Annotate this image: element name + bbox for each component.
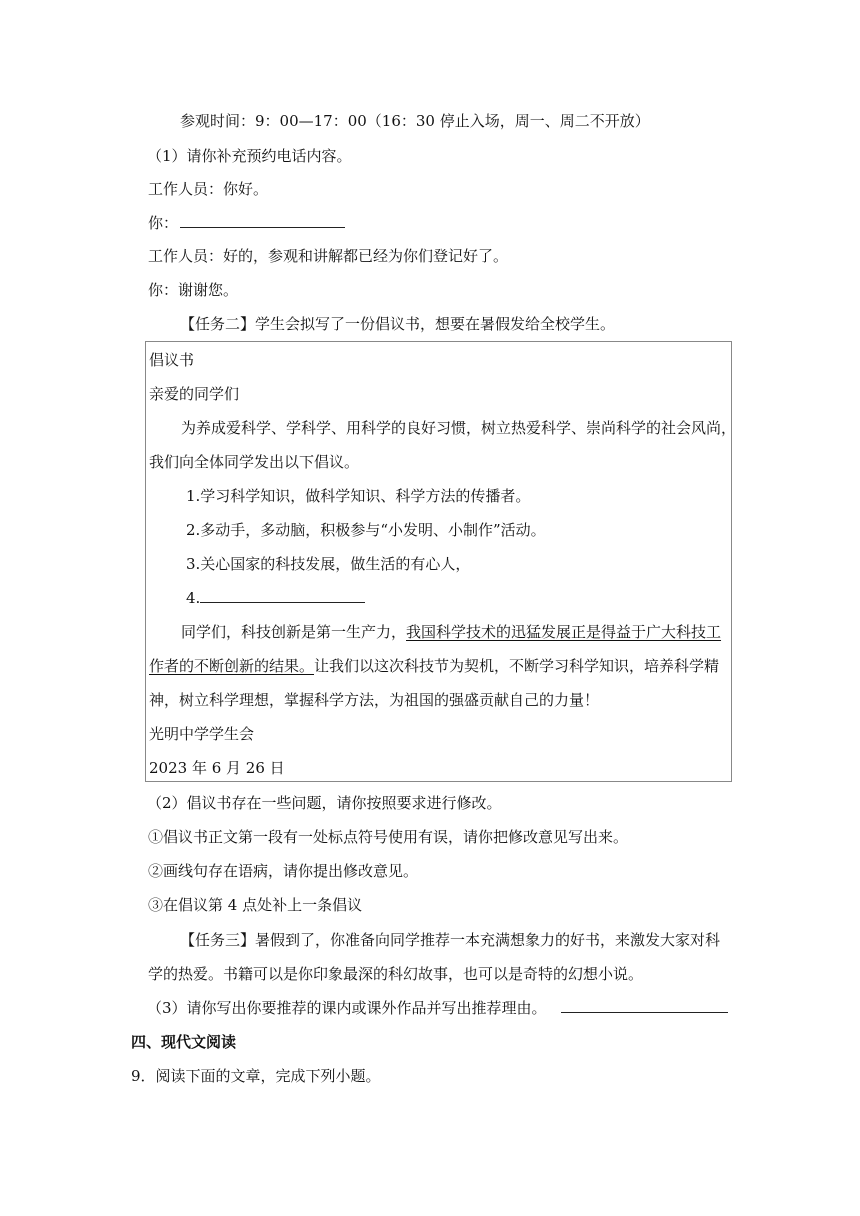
dialogue-staff-greeting: 工作人员：你好。	[148, 180, 269, 198]
answer-blank-3[interactable]	[561, 998, 728, 1013]
answer-blank-item-4[interactable]	[200, 588, 365, 603]
proposal-salutation: 亲爱的同学们	[149, 385, 240, 403]
question-2-prompt: （2）倡议书存在一些问题，请你按照要求进行修改。	[147, 794, 502, 812]
question-3-prompt: （3）请你写出你要推荐的课内或课外作品并写出推荐理由。	[147, 999, 547, 1017]
dialogue-staff-reply: 工作人员：好的，参观和讲解都已经为你们登记好了。	[148, 247, 509, 265]
proposal-title: 倡议书	[149, 351, 195, 369]
proposal-date: 2023 年 6 月 26 日	[149, 759, 285, 777]
question-2-sub-2: ②画线句存在语病，请你提出修改意见。	[148, 862, 419, 880]
section-4-heading: 四、现代文阅读	[131, 1033, 237, 1051]
dialogue-you-thanks: 你：谢谢您。	[148, 281, 239, 299]
closing-text-continue: 让我们以这次科技节为契机，不断学习科学知识，培养科学精	[314, 657, 720, 675]
task-3-line-1: 【任务三】暑假到了，你准备向同学推荐一本充满想象力的好书，来激发大家对科	[180, 931, 721, 949]
question-2-sub-1: ①倡议书正文第一段有一处标点符号使用有误，请你把修改意见写出来。	[148, 828, 629, 846]
proposal-item-2: 2.多动手，多动脑，积极参与“小发明、小制作”活动。	[186, 521, 546, 539]
dialogue-you-line	[148, 213, 345, 233]
visit-time-text: 参观时间：9：00—17：00（16：30 停止入场，周一、周二不开放）	[180, 112, 650, 130]
question-3-line	[147, 998, 728, 1018]
proposal-signature: 光明中学学生会	[149, 725, 255, 743]
proposal-intro-line-1: 为养成爱科学、学科学、用科学的良好习惯，树立热爱科学、崇尚科学的社会风尚，	[181, 419, 737, 437]
underlined-sentence-part-2: 作者的不断创新的结果。	[149, 657, 315, 675]
underlined-sentence-part-1: 我国科学技术的迅猛发展正是得益于广大科技工	[406, 623, 722, 641]
question-1-prompt: （1）请你补充预约电话内容。	[147, 147, 352, 165]
question-2-sub-3: ③在倡议第 4 点处补上一条倡议	[148, 896, 363, 914]
answer-blank-1[interactable]	[180, 213, 345, 228]
proposal-item-3: 3.关心国家的科技发展，做生活的有心人，	[186, 555, 471, 573]
dialogue-you-label: 你：	[148, 214, 179, 232]
proposal-item-1: 1.学习科学知识，做科学知识、科学方法的传播者。	[186, 487, 531, 505]
proposal-closing-line-1	[181, 622, 721, 642]
task-2-heading: 【任务二】学生会拟写了一份倡议书，想要在暑假发给全校学生。	[180, 315, 616, 333]
question-9-prompt: 9．阅读下面的文章，完成下列小题。	[131, 1067, 381, 1085]
task-3-line-2: 学的热爱。书籍可以是你印象最深的科幻故事，也可以是奇特的幻想小说。	[148, 965, 644, 983]
proposal-item-4-number: 4.	[186, 589, 201, 607]
proposal-intro-line-2: 我们向全体同学发出以下倡议。	[149, 453, 360, 471]
proposal-closing-line-3: 神，树立科学理想，掌握科学方法，为祖国的强盛贡献自己的力量！	[149, 691, 600, 709]
proposal-item-4	[186, 588, 365, 608]
proposal-closing-line-2	[149, 656, 719, 676]
closing-text-start: 同学们，科技创新是第一生产力，	[181, 623, 407, 641]
